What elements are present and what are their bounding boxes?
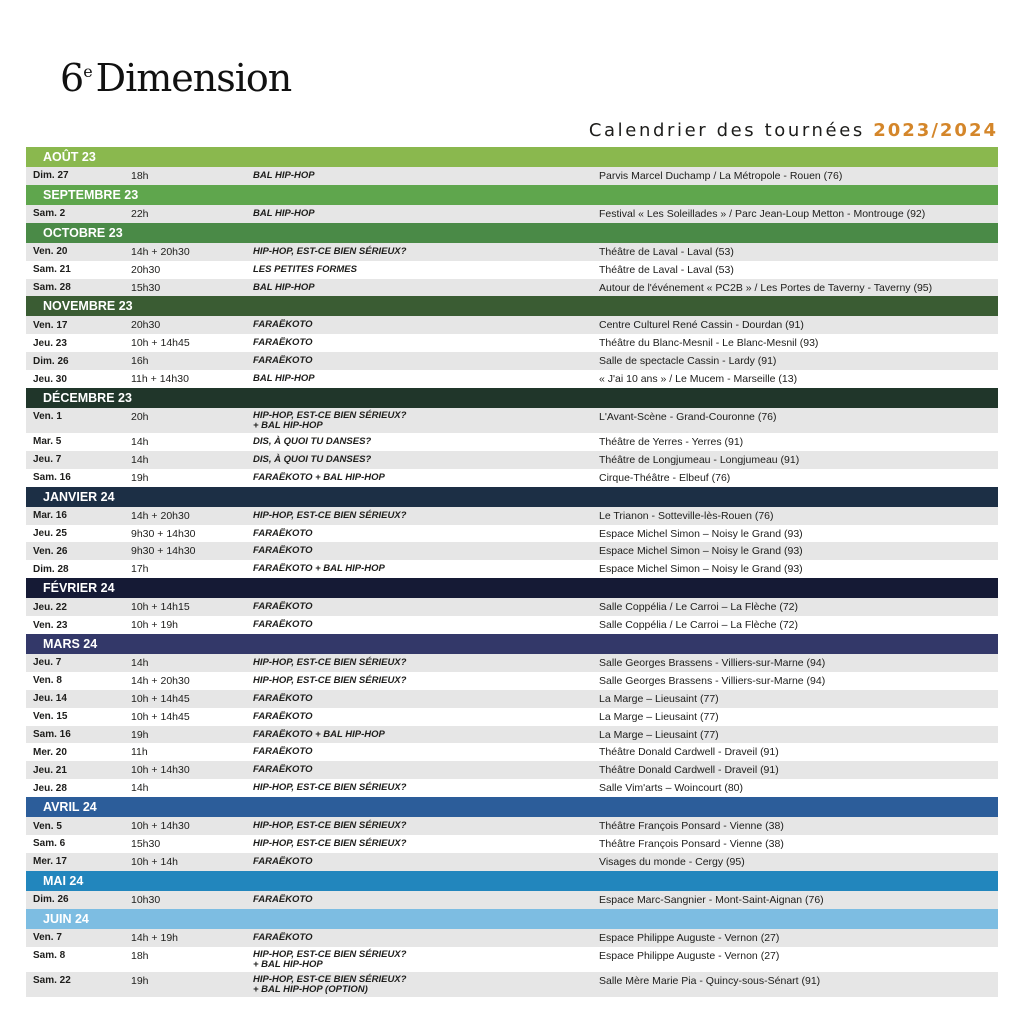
- event-show: [253, 839, 406, 849]
- event-row: [26, 261, 998, 279]
- event-date: Jeu. 22: [33, 601, 67, 613]
- event-time: 10h + 14h15: [131, 601, 190, 614]
- show-title-line: BAL HIP-HOP: [253, 373, 315, 385]
- show-title-line: + BAL HIP-HOP: [253, 420, 323, 432]
- event-time: 14h + 20h30: [131, 509, 190, 522]
- event-date: Dim. 26: [33, 355, 69, 367]
- event-date: Mar. 5: [33, 436, 62, 448]
- event-venue: Espace Philippe Auguste - Vernon (27): [599, 949, 780, 962]
- show-title-line: FARAËKOTO: [253, 710, 313, 722]
- show-title-line: + BAL HIP-HOP (OPTION): [253, 983, 368, 995]
- event-time: 17h: [131, 563, 149, 576]
- event-venue: Salle Georges Brassens - Villiers-sur-Marne (94): [599, 674, 826, 687]
- event-time: 15h30: [131, 837, 161, 850]
- show-title-line: LES PETITES FORMES: [253, 263, 357, 275]
- event-venue: La Marge – Lieusaint (77): [599, 692, 719, 705]
- show-title-line: HIP-HOP, EST-CE BIEN SÉRIEUX?: [253, 948, 407, 960]
- month-header: AVRIL 24: [26, 797, 998, 817]
- event-row: [26, 560, 998, 578]
- event-row: [26, 598, 998, 616]
- event-row: [26, 891, 998, 909]
- event-show: [253, 857, 312, 867]
- event-time: 11h: [131, 746, 148, 759]
- event-date: Mer. 20: [33, 746, 67, 758]
- event-date: Ven. 26: [33, 545, 68, 557]
- event-date: Ven. 7: [33, 932, 62, 944]
- event-date: Mer. 17: [33, 856, 67, 868]
- show-title-line: HIP-HOP, EST-CE BIEN SÉRIEUX?: [253, 674, 407, 686]
- event-show: [253, 546, 312, 556]
- event-show: [253, 620, 312, 630]
- month-header: OCTOBRE 23: [26, 223, 998, 243]
- event-date: Sam. 21: [33, 264, 71, 276]
- month-header: DÉCEMBRE 23: [26, 388, 998, 408]
- event-row: [26, 761, 998, 779]
- event-show: [253, 437, 371, 447]
- show-title-line: FARAËKOTO + BAL HIP-HOP: [253, 563, 385, 575]
- month-header: MAI 24: [26, 871, 998, 891]
- event-venue: Le Trianon - Sotteville-lès-Rouen (76): [599, 509, 774, 522]
- event-row: [26, 743, 998, 761]
- event-row: [26, 243, 998, 261]
- show-title-line: BAL HIP-HOP: [253, 207, 315, 219]
- event-venue: Espace Michel Simon – Noisy le Grand (93): [599, 563, 803, 576]
- event-date: Jeu. 23: [33, 337, 67, 349]
- event-venue: Théâtre de Laval - Laval (53): [599, 263, 734, 276]
- event-venue: Salle Coppélia / Le Carroi – La Flèche (72): [599, 619, 799, 632]
- event-row: [26, 835, 998, 853]
- event-row: [26, 654, 998, 672]
- event-row: [26, 352, 998, 370]
- event-time: 14h: [131, 453, 149, 466]
- event-time: 20h: [131, 411, 149, 424]
- event-row: [26, 542, 998, 560]
- month-header: JUIN 24: [26, 909, 998, 929]
- event-date: Jeu. 21: [33, 764, 67, 776]
- show-title-line: HIP-HOP, EST-CE BIEN SÉRIEUX?: [253, 509, 407, 521]
- event-venue: Espace Philippe Auguste - Vernon (27): [599, 931, 780, 944]
- event-show: [253, 529, 312, 539]
- event-date: Ven. 23: [33, 619, 68, 631]
- show-title-line: DIS, À QUOI TU DANSES?: [253, 453, 372, 465]
- logo-superscript: e: [83, 62, 92, 81]
- event-row: [26, 469, 998, 487]
- event-time: 10h + 14h45: [131, 692, 190, 705]
- event-venue: Salle Vim'arts – Woincourt (80): [599, 782, 744, 795]
- show-title-line: HIP-HOP, EST-CE BIEN SÉRIEUX?: [253, 973, 407, 985]
- event-time: 18h: [131, 169, 149, 182]
- event-venue: Salle de spectacle Cassin - Lardy (91): [599, 355, 777, 368]
- event-show: [253, 455, 371, 465]
- event-row: [26, 817, 998, 835]
- event-row: [26, 408, 998, 433]
- logo-number: 6: [60, 56, 84, 100]
- event-venue: Théâtre François Ponsard - Vienne (38): [599, 820, 784, 833]
- month-header: FÉVRIER 24: [26, 578, 998, 598]
- event-venue: « J'ai 10 ans » / Le Mucem - Marseille (13): [599, 373, 798, 386]
- show-title-line: HIP-HOP, EST-CE BIEN SÉRIEUX?: [253, 410, 407, 422]
- event-time: 10h + 14h: [131, 855, 179, 868]
- show-title-line: FARAËKOTO + BAL HIP-HOP: [253, 728, 385, 740]
- event-time: 20h30: [131, 319, 161, 332]
- event-venue: Parvis Marcel Duchamp / La Métropole - Rouen (76): [599, 169, 843, 182]
- event-time: 14h: [131, 435, 149, 448]
- event-time: 19h: [131, 974, 149, 987]
- event-time: 14h + 20h30: [131, 674, 190, 687]
- event-date: Jeu. 28: [33, 782, 67, 794]
- event-row: [26, 972, 998, 997]
- show-title-line: HIP-HOP, EST-CE BIEN SÉRIEUX?: [253, 837, 407, 849]
- event-time: 14h: [131, 782, 149, 795]
- event-venue: La Marge – Lieusaint (77): [599, 728, 719, 741]
- event-time: 14h + 19h: [131, 931, 179, 944]
- show-title-line: FARAËKOTO: [253, 692, 313, 704]
- event-venue: Visages du monde - Cergy (95): [599, 855, 745, 868]
- event-date: Ven. 15: [33, 711, 68, 723]
- event-venue: Espace Marc-Sangnier - Mont-Saint-Aignan (76): [599, 893, 824, 906]
- event-show: [253, 933, 312, 943]
- event-row: [26, 205, 998, 223]
- event-date: Ven. 8: [33, 675, 62, 687]
- event-time: 9h30 + 14h30: [131, 545, 196, 558]
- event-time: 14h: [131, 656, 149, 669]
- event-row: [26, 451, 998, 469]
- show-title-line: FARAËKOTO + BAL HIP-HOP: [253, 471, 385, 483]
- event-time: 14h + 20h30: [131, 245, 190, 258]
- event-show: [253, 265, 357, 275]
- event-show: [253, 694, 312, 704]
- event-show: [253, 283, 315, 293]
- event-show: [253, 747, 312, 757]
- event-show: [253, 247, 406, 257]
- show-title-line: FARAËKOTO: [253, 893, 313, 905]
- event-time: 10h + 14h45: [131, 337, 190, 350]
- event-time: 10h + 19h: [131, 619, 179, 632]
- event-show: [253, 658, 406, 668]
- event-date: Jeu. 25: [33, 528, 67, 540]
- event-show: [253, 564, 385, 574]
- show-title-line: BAL HIP-HOP: [253, 169, 315, 181]
- event-show: [253, 712, 312, 722]
- tour-calendar-table: [26, 147, 998, 997]
- show-title-line: FARAËKOTO: [253, 601, 313, 613]
- event-venue: Théâtre Donald Cardwell - Draveil (91): [599, 764, 779, 777]
- event-row: [26, 167, 998, 185]
- event-time: 10h + 14h45: [131, 710, 190, 723]
- page-title: [589, 120, 998, 141]
- event-time: 16h: [131, 355, 149, 368]
- event-show: [253, 950, 406, 970]
- event-venue: La Marge – Lieusaint (77): [599, 710, 719, 723]
- show-title-line: FARAËKOTO: [253, 764, 313, 776]
- event-venue: Théâtre François Ponsard - Vienne (38): [599, 837, 784, 850]
- event-date: Ven. 20: [33, 246, 68, 258]
- event-venue: Théâtre de Laval - Laval (53): [599, 245, 734, 258]
- event-row: [26, 690, 998, 708]
- event-date: Ven. 1: [33, 411, 62, 423]
- month-header: AOÛT 23: [26, 147, 998, 167]
- event-show: [253, 821, 406, 831]
- event-venue: Centre Culturel René Cassin - Dourdan (91): [599, 319, 804, 332]
- event-venue: Salle Mère Marie Pia - Quincy-sous-Sénart (91): [599, 974, 821, 987]
- event-row: [26, 279, 998, 297]
- event-time: 22h: [131, 207, 149, 220]
- event-row: [26, 726, 998, 744]
- event-venue: Théâtre du Blanc-Mesnil - Le Blanc-Mesnil (93): [599, 337, 819, 350]
- event-row: [26, 433, 998, 451]
- show-title-line: FARAËKOTO: [253, 527, 313, 539]
- show-title-line: FARAËKOTO: [253, 355, 313, 367]
- event-show: [253, 356, 312, 366]
- month-header: MARS 24: [26, 634, 998, 654]
- title-year: 2023/2024: [873, 120, 998, 141]
- event-date: Jeu. 30: [33, 373, 67, 385]
- event-venue: Salle Coppélia / Le Carroi – La Flèche (72): [599, 601, 799, 614]
- event-date: Jeu. 7: [33, 657, 62, 669]
- event-date: Ven. 17: [33, 319, 68, 331]
- event-time: 18h: [131, 949, 149, 962]
- event-time: 20h30: [131, 263, 161, 276]
- event-venue: L'Avant-Scène - Grand-Couronne (76): [599, 411, 777, 424]
- event-show: [253, 676, 406, 686]
- event-row: [26, 929, 998, 947]
- show-title-line: FARAËKOTO: [253, 931, 313, 943]
- event-venue: Espace Michel Simon – Noisy le Grand (93): [599, 527, 803, 540]
- event-date: Jeu. 14: [33, 693, 67, 705]
- event-venue: Autour de l'événement « PC2B » / Les Portes de Taverny - Taverny (95): [599, 281, 933, 294]
- show-title-line: HIP-HOP, EST-CE BIEN SÉRIEUX?: [253, 245, 407, 257]
- event-time: 11h + 14h30: [131, 373, 189, 386]
- event-date: Sam. 6: [33, 838, 66, 850]
- event-date: Ven. 5: [33, 820, 62, 832]
- event-time: 10h + 14h30: [131, 764, 190, 777]
- event-date: Sam. 2: [33, 208, 66, 220]
- event-show: [253, 411, 406, 431]
- event-row: [26, 616, 998, 634]
- event-time: 15h30: [131, 281, 161, 294]
- event-time: 10h + 14h30: [131, 820, 190, 833]
- show-title-line: FARAËKOTO: [253, 319, 313, 331]
- event-row: [26, 672, 998, 690]
- event-show: [253, 473, 385, 483]
- event-show: [253, 765, 312, 775]
- event-row: [26, 525, 998, 543]
- event-venue: Théâtre de Yerres - Yerres (91): [599, 435, 744, 448]
- event-date: Mar. 16: [33, 510, 67, 522]
- event-row: [26, 947, 998, 972]
- event-row: [26, 779, 998, 797]
- event-show: [253, 895, 312, 905]
- title-text: Calendrier des tournées: [588, 120, 865, 141]
- month-header: NOVEMBRE 23: [26, 296, 998, 316]
- show-title-line: FARAËKOTO: [253, 337, 313, 349]
- event-date: Sam. 22: [33, 974, 71, 986]
- show-title-line: + BAL HIP-HOP: [253, 958, 323, 970]
- event-show: [253, 171, 315, 181]
- event-row: [26, 316, 998, 334]
- show-title-line: FARAËKOTO: [253, 746, 313, 758]
- event-show: [253, 320, 312, 330]
- event-date: Sam. 16: [33, 472, 71, 484]
- event-show: [253, 338, 312, 348]
- event-venue: Cirque-Théâtre - Elbeuf (76): [599, 471, 731, 484]
- show-title-line: FARAËKOTO: [253, 619, 313, 631]
- show-title-line: FARAËKOTO: [253, 545, 313, 557]
- event-venue: Salle Georges Brassens - Villiers-sur-Marne (94): [599, 656, 826, 669]
- event-show: [253, 730, 385, 740]
- month-header: JANVIER 24: [26, 487, 998, 507]
- event-date: Dim. 26: [33, 894, 69, 906]
- show-title-line: HIP-HOP, EST-CE BIEN SÉRIEUX?: [253, 820, 407, 832]
- month-header: SEPTEMBRE 23: [26, 185, 998, 205]
- event-time: 19h: [131, 728, 149, 741]
- event-show: [253, 975, 406, 995]
- show-title-line: HIP-HOP, EST-CE BIEN SÉRIEUX?: [253, 656, 407, 668]
- event-date: Sam. 8: [33, 949, 66, 961]
- event-venue: Théâtre de Longjumeau - Longjumeau (91): [599, 453, 800, 466]
- event-time: 19h: [131, 471, 149, 484]
- show-title-line: DIS, À QUOI TU DANSES?: [253, 435, 372, 447]
- event-date: Sam. 28: [33, 282, 71, 293]
- event-show: [253, 511, 406, 521]
- event-row: [26, 370, 998, 388]
- event-time: 10h30: [131, 893, 161, 906]
- logo-word: Dimension: [95, 56, 292, 100]
- event-date: Sam. 16: [33, 729, 71, 741]
- show-title-line: FARAËKOTO: [253, 855, 313, 867]
- event-row: [26, 507, 998, 525]
- event-date: Dim. 27: [33, 170, 69, 182]
- event-row: [26, 334, 998, 352]
- event-show: [253, 602, 312, 612]
- show-title-line: BAL HIP-HOP: [253, 281, 315, 293]
- event-show: [253, 374, 315, 384]
- event-venue: Théâtre Donald Cardwell - Draveil (91): [599, 746, 779, 759]
- event-venue: Festival « Les Soleillades » / Parc Jean-Loup Metton - Montrouge (92): [599, 207, 926, 220]
- event-venue: Espace Michel Simon – Noisy le Grand (93): [599, 545, 803, 558]
- event-time: 9h30 + 14h30: [131, 527, 196, 540]
- event-date: Dim. 28: [33, 563, 69, 575]
- event-show: [253, 209, 315, 219]
- event-date: Jeu. 7: [33, 454, 62, 466]
- event-show: [253, 783, 406, 793]
- show-title-line: HIP-HOP, EST-CE BIEN SÉRIEUX?: [253, 782, 407, 794]
- company-logo: [60, 56, 291, 100]
- event-row: [26, 853, 998, 871]
- event-row: [26, 708, 998, 726]
